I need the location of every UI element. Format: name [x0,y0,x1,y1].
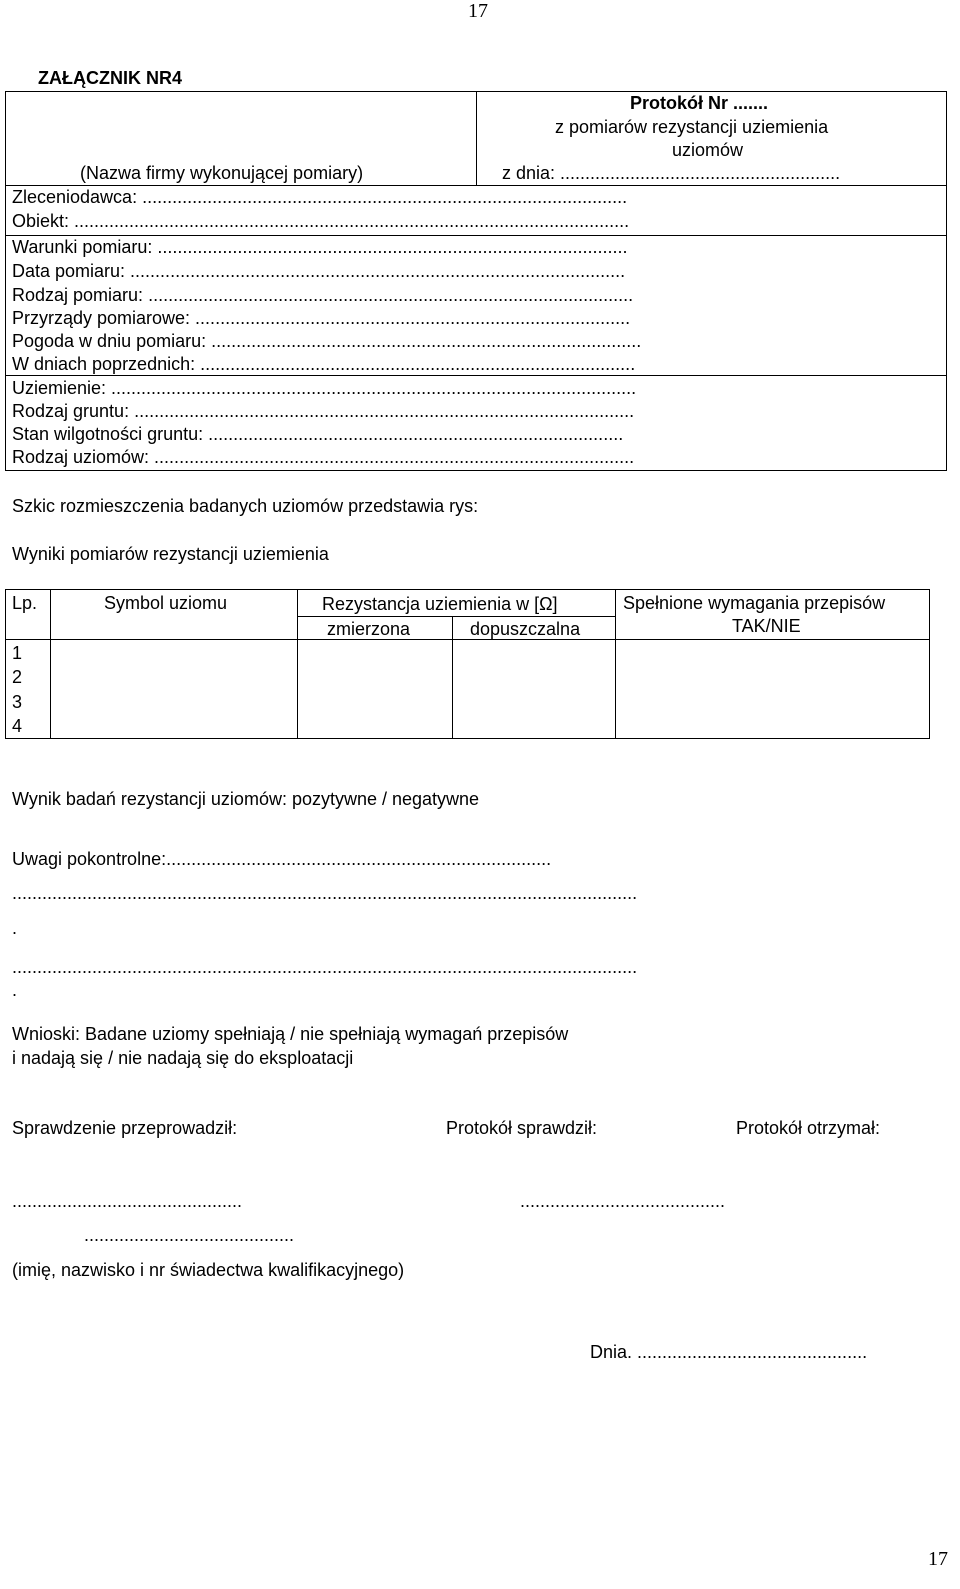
remarks-label[interactable]: Uwagi pokontrolne:............................................................................. [12,849,552,869]
table-row-4-lp: 4 [12,716,23,736]
sketch-text: Szkic rozmieszczenia badanych uziomów przedstawia rys: [12,496,479,516]
company-placeholder: (Nazwa firmy wykonującej pomiary) [80,163,364,183]
page-number-top: 17 [468,0,488,22]
table-header-requirements-2: TAK/NIE [732,616,801,636]
table-header-requirements: Spełnione wymagania przepisów [623,593,886,613]
results-title: Wyniki pomiarów rezystancji uziemienia [12,544,329,564]
remarks-dot-1: . [12,918,18,938]
page-number-bottom: 17 [928,1548,948,1570]
field-client[interactable]: Zleceniodawca: ................................................................................................. [12,187,628,207]
conclusions-line-2: i nadają się / nie nadają się do eksploatacji [12,1048,354,1068]
attachment-title: ZAŁĄCZNIK NR4 [38,68,182,88]
signature-line-performed[interactable]: .............................................. [12,1191,243,1211]
signature-line-checked[interactable]: ......................................... [520,1191,726,1211]
field-conditions[interactable]: Warunki pomiaru: .............................................................................................. [12,237,628,257]
protocol-subtitle: z pomiarów rezystancji uziemienia [555,117,829,137]
field-grounding[interactable]: Uziemienie: ......................................................................................................... [12,378,637,398]
remarks-dot-2: . [12,980,18,1000]
table-header-resistance: Rezystancja uziemienia w [Ω] [322,594,558,614]
field-instruments[interactable]: Przyrządy pomiarowe: ....................................................................................... [12,308,631,328]
table-row-3-lp: 3 [12,692,23,712]
field-type[interactable]: Rodzaj pomiaru: ................................................................................................. [12,285,634,305]
field-weather-today[interactable]: Pogoda w dniu pomiaru: ...................................................................................... [12,331,642,351]
date-sign[interactable]: Dnia. .............................................. [590,1342,868,1362]
remarks-line-1[interactable]: ............................................................................................................................. [12,883,638,903]
performed-by-label: Sprawdzenie przeprowadził: [12,1118,238,1138]
table-header-symbol: Symbol uziomu [104,593,228,613]
table-header-lp: Lp. [12,593,38,613]
field-weather-before[interactable]: W dniach poprzednich: ....................................................................................... [12,354,636,374]
protocol-number: Protokół Nr ....... [630,93,769,113]
result-line: Wynik badań rezystancji uziomów: pozytywne / negatywne [12,789,480,809]
field-soil-moisture[interactable]: Stan wilgotności gruntu: ................................................................................... [12,424,624,444]
field-date[interactable]: Data pomiaru: ................................................................................................... [12,261,626,281]
conclusions-line-1: Wnioski: Badane uziomy spełniają / nie spełniają wymagań przepisów [12,1024,569,1044]
field-soil-type[interactable]: Rodzaj gruntu: .................................................................................................... [12,401,635,421]
field-electrode-type[interactable]: Rodzaj uziomów: ................................................................................................ [12,447,635,467]
received-by-label: Protokół otrzymał: [736,1118,881,1138]
table-header-measured: zmierzona [327,619,411,639]
checked-by-label: Protokół sprawdził: [446,1118,598,1138]
table-row-2-lp: 2 [12,667,23,687]
signature-caption: (imię, nazwisko i nr świadectwa kwalifikacyjnego) [12,1260,405,1280]
remarks-line-2[interactable]: ............................................................................................................................. [12,957,638,977]
table-header-allowed: dopuszczalna [470,619,581,639]
protocol-subtitle-2: uziomów [672,140,744,160]
protocol-date: z dnia: ........................................................ [502,163,841,183]
signature-line-received[interactable]: .......................................... [84,1225,295,1245]
field-object[interactable]: Obiekt: ............................................................................................................... [12,211,630,231]
table-row-1-lp: 1 [12,643,23,663]
